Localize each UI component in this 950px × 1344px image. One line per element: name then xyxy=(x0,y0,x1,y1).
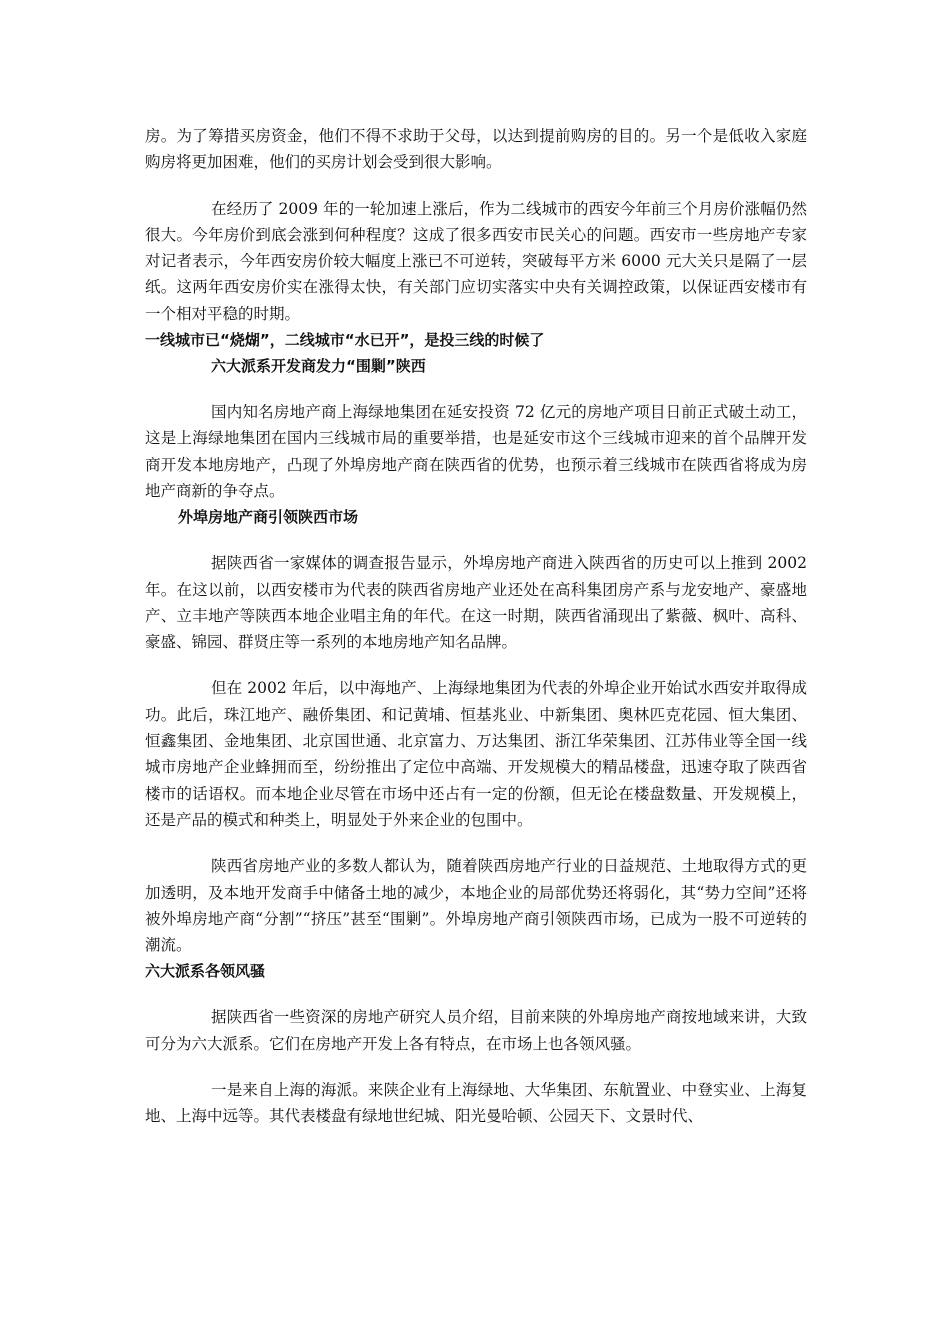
paragraph-5: 但在 2002 年后，以中海地产、上海绿地集团为代表的外埠企业开始试水西安并取得成功。此后，珠江地产、融侨集团、和记黄埔、恒基兆业、中新集团、奥林匹克花园、恒大集团、恒鑫集团、金地集团、北京国世通、北京富力、万达集团、浙江华荣集团、江苏伟业等全国一线城市房地产企业蜂拥而至，纷纷推出了定位中高端、开发规模大的精品楼盘，迅速夺取了陕西省楼市的话语权。而本地企业尽管在市场中还占有一定的份额，但无论在楼盘数量、开发规模上，还是产品的模式和种类上，明显处于外来企业的包围中。 xyxy=(145,679,807,829)
paragraph-8: 一是来自上海的海派。来陕企业有上海绿地、大华集团、东航置业、中登实业、上海复地、上海中远等。其代表楼盘有绿地世纪城、阳光曼哈顿、公园天下、文景时代、 xyxy=(145,1081,807,1126)
paragraph-3: 国内知名房地产商上海绿地集团在延安投资 72 亿元的房地产项目日前正式破土动工，这是上海绿地集团在国内三线城市局的重要举措，也是延安市这个三线城市迎来的首个品牌开发商开发本地房地产，凸现了外埠房地产商在陕西省的优势，也预示着三线城市在陕西省将成为房地产商新的争夺点。 xyxy=(145,403,807,500)
paragraph-6: 陕西省房地产业的多数人都认为，随着陕西房地产行业的日益规范、土地取得方式的更加透明，及本地开发商手中储备土地的减少，本地企业的局部优势还将弱化，其“势力空间”还将被外埠房地产商“分割”“挤压”甚至“围剿”。外埠房地产商引领陕西市场，已成为一股不可逆转的潮流。 xyxy=(145,857,807,955)
paragraph-2: 在经历了 2009 年的一轮加速上涨后，作为二线城市的西安今年前三个月房价涨幅仍然很大。今年房价到底会涨到何种程度？这成了很多西安市民关心的问题。西安市一些房地产专家对记者表示，今年西安房价较大幅度上涨已不可逆转，突破每平方米 6000 元大关只是隔了一层纸。这两年西安房价实在涨得太快，有关部门应切实落实中央有关调控政策，以保证西安楼市有一个相对平稳的时期。 xyxy=(145,199,807,323)
subheading-2: 六大派系开发商发力“围剿”陕西 xyxy=(211,357,426,376)
paragraph-4: 据陕西省一家媒体的调查报告显示，外埠房地产商进入陕西省的历史可以上推到 2002 年。在这以前，以西安楼市为代表的陕西省房地产业还处在高科集团房产系与龙安地产、豪盛地产、立丰地产等陕西本地企业唱主角的年代。在这一时期，陕西省涌现出了紫薇、枫叶、高科、豪盛、锦园、群贤庄等一系列的本地房地产知名品牌。 xyxy=(145,554,807,652)
subheading-3: 外埠房地产商引领陕西市场 xyxy=(178,508,359,527)
paragraph-7: 据陕西省一些资深的房地产研究人员介绍，目前来陕的外埠房地产商按地域来讲，大致可分为六大派系。它们在房地产开发上各有特点，在市场上也各领风骚。 xyxy=(145,1008,807,1053)
document-page xyxy=(145,123,807,1130)
section-heading-4: 六大派系各领风骚 xyxy=(145,962,266,981)
section-heading-1: 一线城市已“烧煳”，二线城市“水已开”，是投三线的时候了 xyxy=(145,331,545,350)
paragraph-1: 房。为了筹措买房资金，他们不得不求助于父母，以达到提前购房的目的。另一个是低收入家庭购房将更加困难，他们的买房计划会受到很大影响。 xyxy=(145,127,807,172)
